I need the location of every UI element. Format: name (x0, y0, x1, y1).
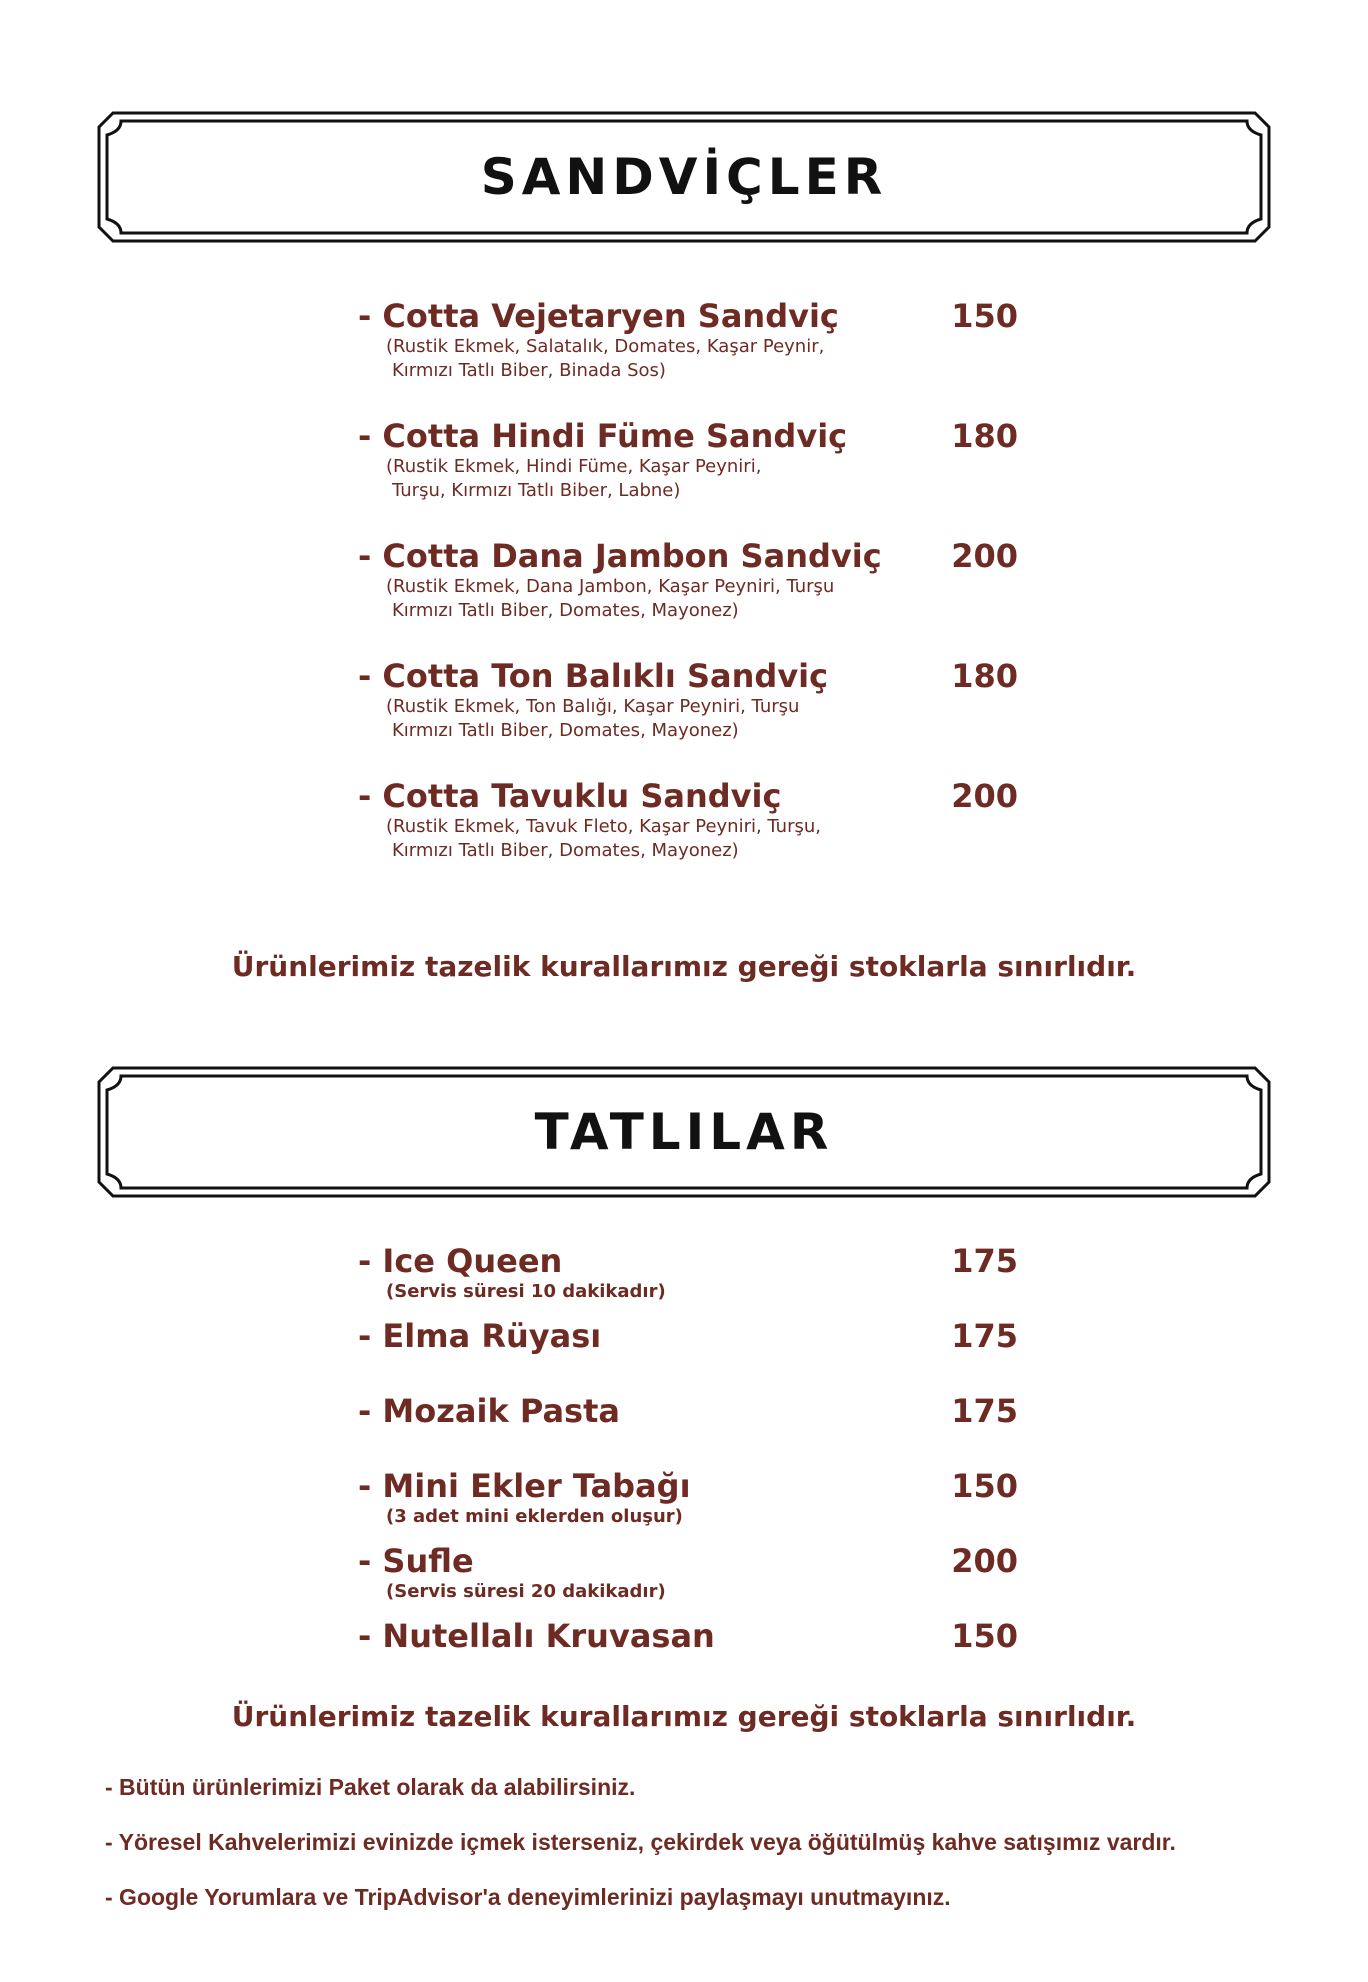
section-title: TATLILAR (534, 1103, 834, 1161)
item-name: - Cotta Tavuklu Sandviç (358, 777, 782, 815)
item-price: 150 (951, 297, 1018, 335)
item-price: 175 (951, 1317, 1018, 1355)
stock-notice: Ürünlerimiz tazelik kurallarımız gereği stoklarla sınırlıdır. (231, 950, 1137, 983)
item-price: 200 (951, 537, 1018, 575)
item-note: (Servis süresi 20 dakikadır) (386, 1581, 666, 1602)
menu-item (358, 297, 1018, 383)
item-description: Turşu, Kırmızı Tatlı Biber, Labne) (392, 480, 681, 501)
menu-item (358, 1242, 1018, 1304)
menu-item (358, 417, 1018, 503)
item-price: 150 (951, 1467, 1018, 1505)
info-note: - Yöresel Kahvelerimizi evinizde içmek isterseniz, çekirdek veya öğütülmüş kahve satışımız vardır. (105, 1829, 1176, 1855)
menu-item (358, 777, 1018, 863)
item-description: (Rustik Ekmek, Hindi Füme, Kaşar Peyniri, (386, 456, 762, 477)
item-name: - Cotta Vejetaryen Sandviç (358, 297, 839, 335)
item-name: - Mini Ekler Tabağı (358, 1467, 691, 1505)
item-description: (Rustik Ekmek, Dana Jambon, Kaşar Peyniri, Turşu (386, 576, 835, 597)
item-name: - Cotta Dana Jambon Sandviç (358, 537, 882, 575)
item-description: Kırmızı Tatlı Biber, Domates, Mayonez) (392, 840, 739, 861)
menu-item (358, 537, 1018, 623)
section-header-sandvicler (97, 111, 1271, 243)
item-price: 180 (951, 417, 1018, 455)
section-title: SANDVİÇLER (480, 148, 888, 206)
item-note: (Servis süresi 10 dakikadır) (386, 1281, 666, 1302)
item-name: - Sufle (358, 1542, 474, 1580)
menu-item (358, 1617, 1018, 1655)
item-name: - Cotta Hindi Füme Sandviç (358, 417, 848, 455)
menu-item (358, 1542, 1018, 1604)
item-name: - Elma Rüyası (358, 1317, 602, 1355)
menu-item (358, 1392, 1018, 1430)
stock-notice: Ürünlerimiz tazelik kurallarımız gereği stoklarla sınırlıdır. (231, 1700, 1137, 1733)
item-note: (3 adet mini eklerden oluşur) (386, 1506, 683, 1527)
item-description: (Rustik Ekmek, Ton Balığı, Kaşar Peyniri, Turşu (386, 696, 800, 717)
item-price: 150 (951, 1617, 1018, 1655)
info-note: - Bütün ürünlerimizi Paket olarak da alabilirsiniz. (105, 1774, 636, 1800)
item-name: - Cotta Ton Balıklı Sandviç (358, 657, 829, 695)
item-name: - Ice Queen (358, 1242, 563, 1280)
section-header-tatlilar (97, 1066, 1271, 1198)
item-description: Kırmızı Tatlı Biber, Binada Sos) (392, 360, 666, 381)
item-price: 200 (951, 777, 1018, 815)
item-name: - Nutellalı Kruvasan (358, 1617, 715, 1655)
item-price: 180 (951, 657, 1018, 695)
item-name: - Mozaik Pasta (358, 1392, 620, 1430)
item-description: (Rustik Ekmek, Tavuk Fleto, Kaşar Peyniri, Turşu, (386, 816, 821, 837)
info-note: - Google Yorumlara ve TripAdvisor'a deneyimlerinizi paylaşmayı unutmayınız. (105, 1884, 951, 1910)
item-price: 200 (951, 1542, 1018, 1580)
menu-item (358, 657, 1018, 743)
item-description: (Rustik Ekmek, Salatalık, Domates, Kaşar Peynir, (386, 336, 825, 357)
menu-item (358, 1467, 1018, 1529)
item-price: 175 (951, 1392, 1018, 1430)
item-description: Kırmızı Tatlı Biber, Domates, Mayonez) (392, 600, 739, 621)
menu-item (358, 1317, 1018, 1355)
item-price: 175 (951, 1242, 1018, 1280)
item-description: Kırmızı Tatlı Biber, Domates, Mayonez) (392, 720, 739, 741)
